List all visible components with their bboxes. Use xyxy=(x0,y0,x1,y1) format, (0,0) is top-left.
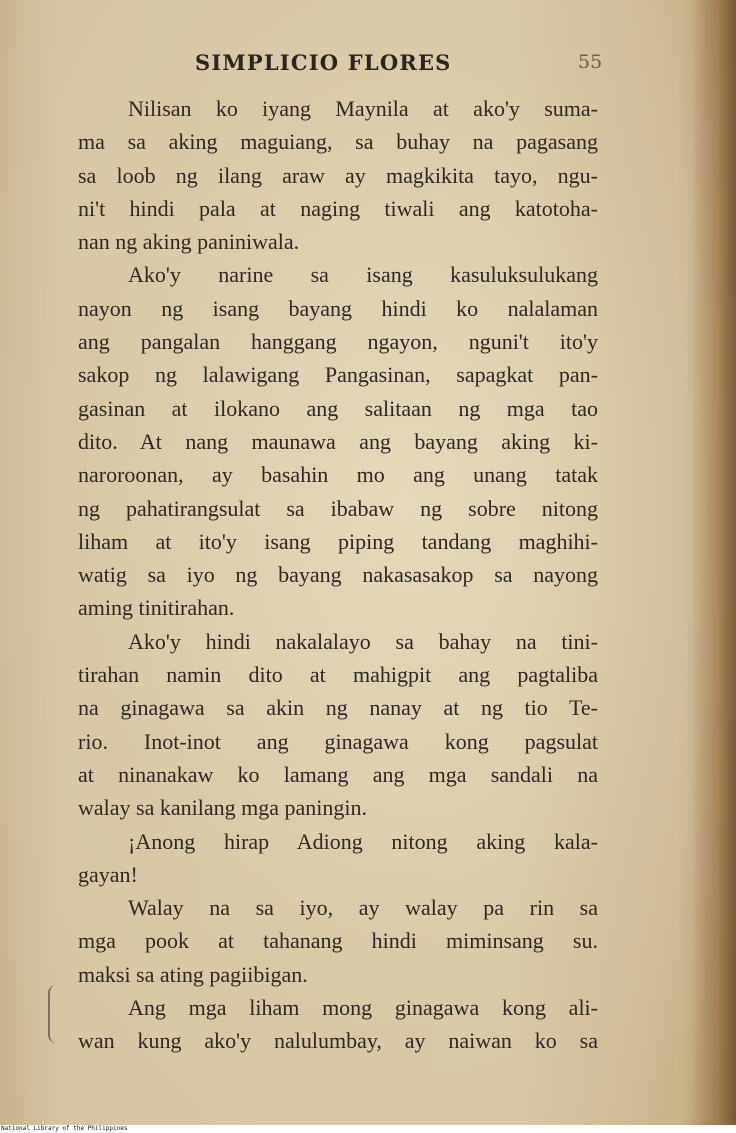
paragraph xyxy=(78,92,598,258)
text-line: ¡Anong hirap Adiong nitong aking kala- xyxy=(128,828,598,854)
text-line: nan ng aking paniniwala. xyxy=(78,229,300,255)
text-line: ni't hindi pala at naging tiwali ang katotoha- xyxy=(78,195,598,221)
paragraph xyxy=(78,825,598,892)
text-line: watig sa iyo ng bayang nakasasakop sa nayong xyxy=(78,562,598,588)
text-line: rio. Inot-inot ang ginagawa kong pagsulat xyxy=(78,728,598,754)
text-line: ang pangalan hanggang ngayon, nguni't ito'y xyxy=(78,329,598,355)
library-credit: National Library of the Philippines xyxy=(0,1125,736,1133)
text-line: Ako'y narine sa isang kasuluksulukang xyxy=(128,262,598,288)
text-line: ma sa aking maguiang, sa buhay na pagasang xyxy=(78,129,598,155)
text-line: gasinan at ilokano ang salitaan ng mga tao xyxy=(78,395,598,421)
text-line: aming tinitirahan. xyxy=(78,595,235,621)
text-line: liham at ito'y isang piping tandang maghihi- xyxy=(78,528,598,554)
body-text xyxy=(78,92,598,1058)
text-line: naroroonan, ay basahin mo ang unang tatak xyxy=(78,462,598,488)
text-line: dito. At nang maunawa ang bayang aking ki- xyxy=(78,428,598,454)
paragraph xyxy=(78,991,598,1058)
running-head: SIMPLICIO FLORES xyxy=(195,50,452,75)
page-header xyxy=(0,50,736,80)
text-line: walay sa kanilang mga paningin. xyxy=(78,795,367,821)
paragraph xyxy=(78,625,598,825)
text-line: at ninanakaw ko lamang ang mga sandali na xyxy=(78,761,598,787)
page-number: 55 xyxy=(578,51,603,73)
paragraph xyxy=(78,258,598,624)
text-line: nayon ng isang bayang hindi ko nalalaman xyxy=(78,295,598,321)
text-line: na ginagawa sa akin ng nanay at ng tio Te- xyxy=(78,695,598,721)
text-line: ng pahatirangsulat sa ibabaw ng sobre nitong xyxy=(78,495,598,521)
text-line: Ako'y hindi nakalalayo sa bahay na tini- xyxy=(128,628,598,654)
text-line: gayan! xyxy=(78,861,138,887)
text-line: Ang mga liham mong ginagawa kong ali- xyxy=(128,995,598,1021)
text-line: sa loob ng ilang araw ay magkikita tayo, ngu- xyxy=(78,162,598,188)
text-line: Nilisan ko iyang Maynila at ako'y suma- xyxy=(128,96,598,121)
text-line: tirahan namin dito at mahigpit ang pagtaliba xyxy=(78,662,598,688)
text-line: wan kung ako'y nalulumbay, ay naiwan ko sa xyxy=(78,1028,598,1054)
paragraph xyxy=(78,891,598,991)
text-line: Walay na sa iyo, ay walay pa rin sa xyxy=(128,895,598,921)
page-edge-shadow xyxy=(690,0,736,1125)
text-line: mga pook at tahanang hindi miminsang su. xyxy=(78,928,598,954)
margin-pencil-mark xyxy=(48,985,60,1043)
text-line: maksi sa ating pagiibigan. xyxy=(78,961,308,987)
text-line: sakop ng lalawigang Pangasinan, sapagkat pan- xyxy=(78,362,598,388)
